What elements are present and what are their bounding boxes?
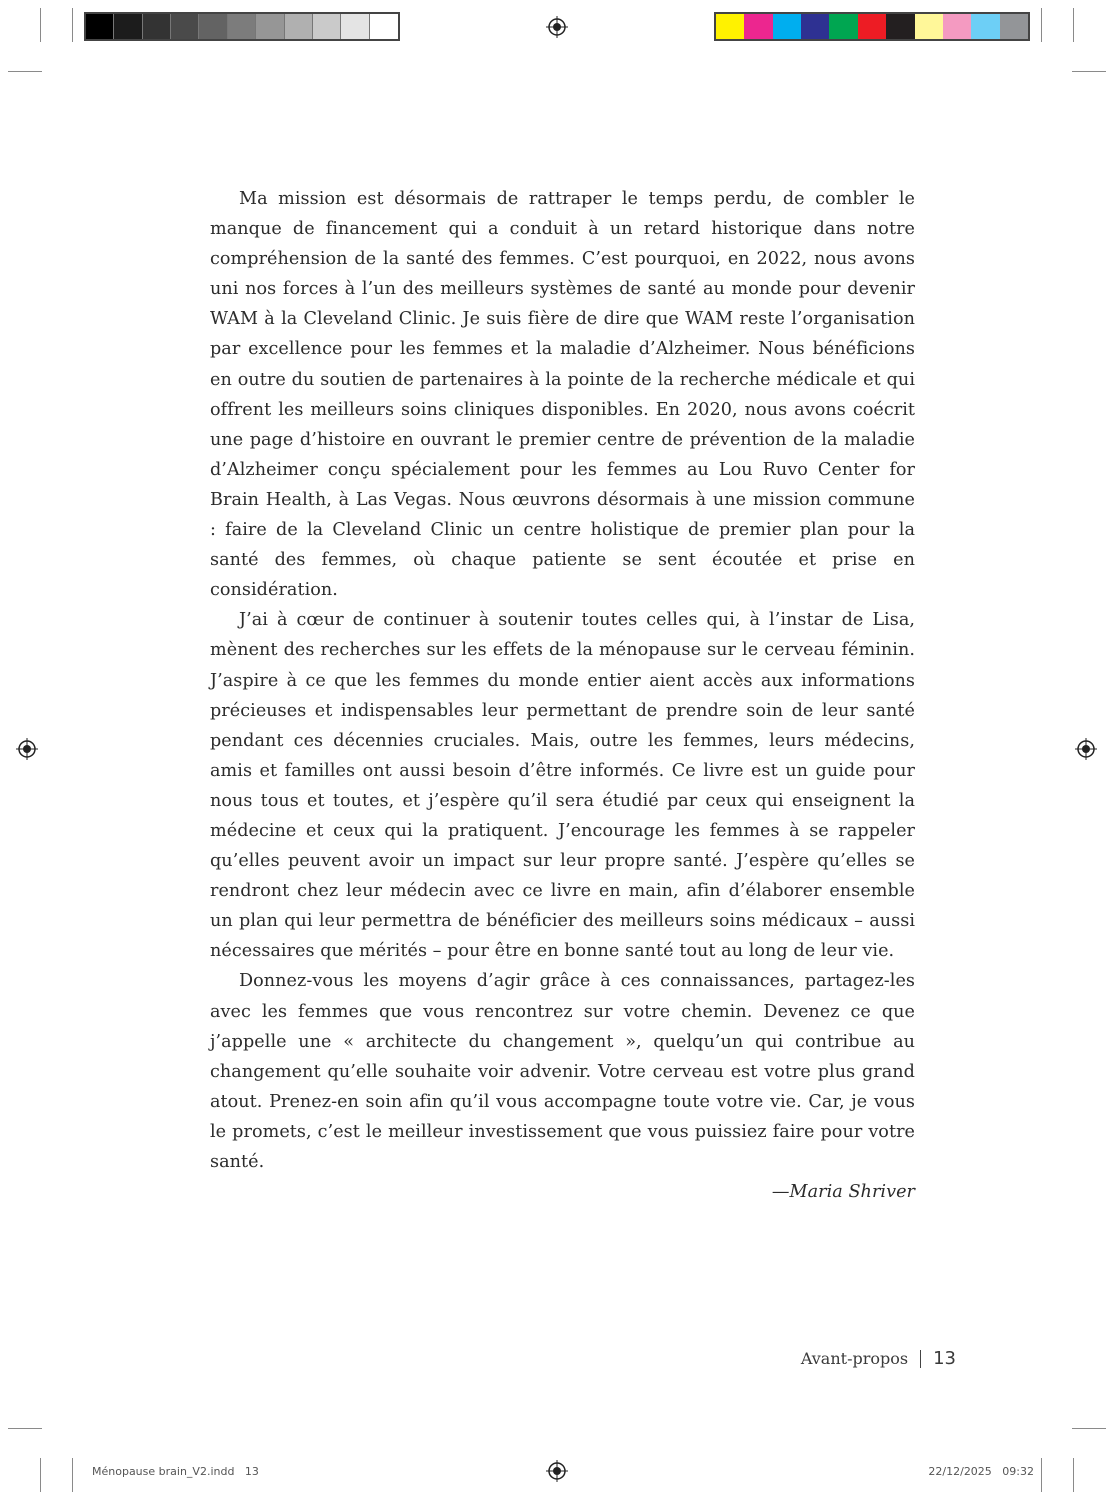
crop-mark xyxy=(1073,1458,1074,1492)
color-swatch xyxy=(801,14,829,39)
slug-date: 22/12/2025 09:32 xyxy=(928,1465,1034,1478)
color-swatch xyxy=(313,14,341,39)
color-swatch xyxy=(86,14,114,39)
slug-filename: Ménopause brain_V2.indd 13 xyxy=(92,1465,259,1478)
color-swatch xyxy=(915,14,943,39)
color-swatch xyxy=(744,14,772,39)
color-swatch xyxy=(943,14,971,39)
crop-mark xyxy=(1041,8,1042,42)
color-swatch xyxy=(256,14,284,39)
signature: —Maria Shriver xyxy=(771,1182,915,1203)
color-swatch xyxy=(199,14,227,39)
color-swatch xyxy=(228,14,256,39)
paragraph: Donnez-vous les moyens d’agir grâce à ces connaissances, partagez-les avec les femmes que vous rencontrez sur votre chemin. Devenez ce que j’appelle une « architecte du changement », quelqu’un qui contribue au changement qu’elle souhaite voir advenir. Votre cerveau est votre plus grand atout. Prenez-en soin afin qu’il vous accompagne toute votre vie. Car, je vous le promets, c’est le meilleur investissement que vous puissiez faire pour votre santé. xyxy=(210,971,915,1172)
crop-mark xyxy=(40,1458,41,1492)
color-swatch xyxy=(171,14,199,39)
paragraph: Ma mission est désormais de rattraper le temps perdu, de combler le manque de financement qui a conduit à un retard historique dans notre compréhension de la santé des femmes. C’est pourquoi, en 2022, nous avons uni nos forces à l’un des meilleurs systèmes de santé au monde pour devenir WAM à la Cleveland Clinic. Je suis fière de dire que WAM reste l’organisation par excellence pour les femmes et la maladie d’Alzheimer. Nous bénéficions en outre du soutien de partenaires à la pointe de la recherche médicale et qui offrent les meilleurs soins cliniques disponibles. En 2020, nous avons coécrit une page d’histoire en ouvrant le premier centre de prévention de la maladie d’Alzheimer conçu spécialement pour les femmes au Lou Ruvo Center for Brain Health, à Las Vegas. Nous œuvrons désormais à une mission commune : faire de la Cleveland Clinic un centre holistique de premier plan pour la santé des femmes, où chaque patiente se sent écoutée et prise en considération. xyxy=(210,189,915,601)
crop-mark xyxy=(72,8,73,42)
crop-mark xyxy=(72,1458,73,1492)
color-swatch xyxy=(341,14,369,39)
color-swatch xyxy=(886,14,914,39)
registration-mark-icon xyxy=(16,738,38,760)
color-swatch xyxy=(971,14,999,39)
paragraph: J’ai à cœur de continuer à soutenir toutes celles qui, à l’instar de Lisa, mènent des recherches sur les effets de la ménopause sur le cerveau féminin. J’aspire à ce que les femmes du monde entier aient accès aux informations précieuses et indispensables leur permettant de prendre soin de leur santé pendant ces décennies cruciales. Mais, outre les femmes, leurs médecins, amis et familles ont aussi besoin d’être informés. Ce livre est un guide pour nous tous et toutes, et j’espère qu’il sera étudié par ceux qui enseignent la médecine et ceux qui la pratiquent. J’encourage les femmes à se rappeler qu’elles peuvent avoir un impact sur leur propre santé. J’espère qu’elles se rendront chez leur médecin avec ce livre en main, afin d’élaborer ensemble un plan qui leur permettra de bénéficier des meilleurs soins médicaux – aussi nécessaires que mérités – pour être en bonne santé tout au long de leur vie. xyxy=(210,610,915,962)
crop-mark xyxy=(1072,71,1106,72)
registration-mark-icon xyxy=(546,16,568,38)
crop-mark xyxy=(40,8,41,42)
color-swatch xyxy=(829,14,857,39)
color-swatch xyxy=(370,14,398,39)
color-swatch xyxy=(143,14,171,39)
crop-mark xyxy=(1073,8,1074,42)
divider xyxy=(920,1350,921,1368)
body-text xyxy=(210,184,915,1207)
crop-mark xyxy=(8,71,42,72)
color-swatch xyxy=(858,14,886,39)
gray-color-bar xyxy=(84,12,400,41)
process-color-bar xyxy=(714,12,1030,41)
color-swatch xyxy=(773,14,801,39)
crop-mark xyxy=(8,1428,42,1429)
color-swatch xyxy=(1000,14,1028,39)
crop-mark xyxy=(1072,1428,1106,1429)
registration-mark-icon xyxy=(546,1460,568,1482)
section-title: Avant-propos xyxy=(800,1349,909,1368)
crop-mark xyxy=(1041,1458,1042,1492)
color-swatch xyxy=(285,14,313,39)
page-number: 13 xyxy=(933,1348,956,1369)
running-footer xyxy=(801,1348,956,1369)
registration-mark-icon xyxy=(1075,738,1097,760)
color-swatch xyxy=(716,14,744,39)
color-swatch xyxy=(114,14,142,39)
